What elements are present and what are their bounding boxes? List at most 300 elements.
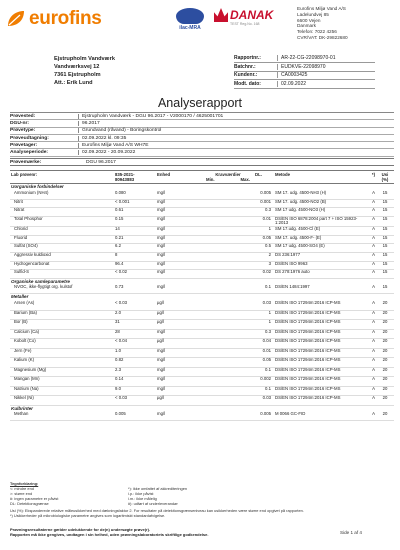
- customer-line: Vandværksvej 12: [54, 64, 100, 70]
- parameter-cell: Bor (B): [10, 320, 114, 330]
- info-row: [10, 142, 394, 149]
- ref-cell: A: [360, 227, 376, 236]
- address-line: Ladelundvej 85: [297, 11, 329, 17]
- info-value: 02.09.2022 kl. 09:35: [78, 136, 394, 141]
- max-cell: [228, 252, 254, 261]
- value-cell: 8: [114, 252, 156, 261]
- min-cell: [202, 377, 228, 387]
- max-cell: [228, 348, 254, 358]
- value-cell: 0.005: [114, 412, 156, 421]
- value-cell: 0.21: [114, 235, 156, 244]
- min-cell: [202, 367, 228, 377]
- dl-cell: 0.02: [254, 270, 274, 279]
- address-line: Telefon: 7022 4256: [297, 29, 337, 35]
- legend-item: >: større end: [10, 491, 33, 496]
- unc-cell: 20: [376, 310, 394, 320]
- dl-cell: 0.002: [254, 377, 274, 387]
- value-cell: 14: [114, 227, 156, 236]
- parameter-cell: Hydrogencarbonat: [10, 261, 114, 270]
- unit-cell: mg/l: [156, 329, 202, 339]
- unit-cell: mg/l: [156, 216, 202, 226]
- max-cell: [228, 261, 254, 270]
- min-cell: [202, 208, 228, 217]
- unc-cell: 15: [376, 191, 394, 200]
- max-cell: [228, 310, 254, 320]
- address-line: Danmark: [297, 23, 317, 29]
- value-cell: 96.4: [114, 261, 156, 270]
- legend-item: i.p.: ikke påvist: [128, 491, 154, 496]
- section-title: Organiske samleparametre: [11, 278, 70, 284]
- dl-cell: 0.5: [254, 244, 274, 253]
- page-title: Analyserapport: [157, 96, 243, 110]
- ref-cell: A: [360, 396, 376, 406]
- unc-cell: 15: [376, 261, 394, 270]
- parameter-cell: Kobolt (Co): [10, 339, 114, 349]
- table-row: [10, 199, 394, 208]
- method-cell: DS/EN ISO 9963: [274, 261, 360, 270]
- unit-cell: µg/l: [156, 320, 202, 330]
- unc-cell: 20: [376, 396, 394, 406]
- krav-label: Kravværdier: [215, 172, 241, 177]
- danak-logo: [214, 8, 274, 26]
- parameter-cell: Aggressiv kuldioxid: [10, 252, 114, 261]
- col-dl: DL.: [254, 171, 274, 184]
- sample-mark-row: [10, 158, 394, 166]
- meta-value: CA0003425: [277, 72, 375, 78]
- min-cell: [202, 199, 228, 208]
- dl-cell: 0.03: [254, 396, 274, 406]
- unit-cell: mg/l: [156, 208, 202, 217]
- min-cell: [202, 252, 228, 261]
- unc-cell: 20: [376, 386, 394, 396]
- dl-cell: 0.3: [254, 329, 274, 339]
- table-row: [10, 227, 394, 236]
- ref-cell: A: [360, 285, 376, 294]
- unit-cell: mg/l: [156, 270, 202, 279]
- unc-cell: 15: [376, 208, 394, 217]
- unc-cell: 15: [376, 252, 394, 261]
- address-line: CVR/VAT: DK-29822680: [297, 34, 348, 40]
- method-cell: SM 17 udg. 4500-SO4 (E): [274, 244, 360, 253]
- address-line: 6600 Vejen: [297, 17, 321, 23]
- ref-cell: A: [360, 301, 376, 311]
- unit-cell: mg/l: [156, 191, 202, 200]
- min-cell: [202, 216, 228, 226]
- max-cell: [228, 367, 254, 377]
- ref-cell: A: [360, 358, 376, 368]
- ref-cell: A: [360, 216, 376, 226]
- unit-cell: mg/l: [156, 367, 202, 377]
- info-value: Grundvand (råvand) - Boringskontrol: [78, 128, 394, 133]
- footer: [10, 527, 394, 537]
- value-cell: 2.0: [114, 310, 156, 320]
- min-cell: [202, 227, 228, 236]
- table-row: [10, 412, 394, 421]
- max-cell: [228, 396, 254, 406]
- unc-cell: 15: [376, 199, 394, 208]
- method-cell: SM 17.udg. 4500-Cl (E): [274, 227, 360, 236]
- max-cell: [228, 377, 254, 387]
- unit-cell: mg/l: [156, 261, 202, 270]
- value-cell: < 0.03: [114, 396, 156, 406]
- table-row: [10, 377, 394, 387]
- dl-cell: 0.01: [254, 216, 274, 226]
- dl-cell: 0.1: [254, 367, 274, 377]
- unit-cell: mg/l: [156, 358, 202, 368]
- ref-cell: A: [360, 244, 376, 253]
- dl-cell: 1: [254, 310, 274, 320]
- method-cell: DS/EN ISO 17294m:2016 ICP-MS: [274, 310, 360, 320]
- unc-cell: 20: [376, 320, 394, 330]
- info-row: [10, 135, 394, 142]
- min-cell: [202, 235, 228, 244]
- col-krav: [202, 171, 254, 184]
- parameter-cell: Total Phosphor: [10, 216, 114, 226]
- unit-cell: mg/l: [156, 377, 202, 387]
- parameter-cell: Chlorid: [10, 227, 114, 236]
- section-title: Uorganiske forbindelser: [11, 184, 64, 189]
- ref-cell: A: [360, 339, 376, 349]
- report-meta: [234, 54, 375, 89]
- page-number: Side 1 af 4: [340, 530, 362, 535]
- sample-mark-value: DGU 96.2017: [86, 159, 116, 165]
- customer-line: Att.: Erik Lund: [54, 80, 93, 86]
- value-cell: 9.0: [114, 386, 156, 396]
- max-cell: [228, 199, 254, 208]
- ref-cell: A: [360, 412, 376, 421]
- method-cell: DS/EN ISO 17294m:2016 ICP-MS: [274, 348, 360, 358]
- meta-label: Rapportnr.:: [234, 54, 261, 61]
- table-row: [10, 261, 394, 270]
- max-cell: [228, 386, 254, 396]
- unc-cell: 15: [376, 235, 394, 244]
- method-cell: DS/EN ISO 17294m:2016 ICP-MS: [274, 386, 360, 396]
- legend-item: DL: Detektionsgrænse: [10, 501, 49, 506]
- address-line: Eurofins Miljø Vand A/S: [297, 6, 346, 11]
- info-label: Prøvetager:: [10, 142, 38, 148]
- meta-value: 02.09.2022: [277, 81, 375, 87]
- method-cell: DS/EN ISO 17294m:2016 ICP-MS: [274, 358, 360, 368]
- col-method: Metode: [274, 171, 360, 184]
- parameter-cell: Magnesium (Mg): [10, 367, 114, 377]
- section-row: [10, 405, 394, 412]
- value-cell: 28: [114, 329, 156, 339]
- table-row: [10, 191, 394, 200]
- method-cell: SM 17. udg. 4500-F- (E): [274, 235, 360, 244]
- value-cell: 0.82: [114, 358, 156, 368]
- legend-note-2: *) Usikkerheder på mikrobiologiske parametre angives som logaritmiskt standardafvigelse.: [10, 513, 166, 518]
- legend-item: #: ingen parametre er påvist: [10, 496, 59, 501]
- max-cell: [228, 329, 254, 339]
- unit-cell: mg/l: [156, 285, 202, 294]
- ref-cell: A: [360, 191, 376, 200]
- danak-text: DANAK: [230, 8, 274, 22]
- info-label: Prøvested:: [10, 113, 36, 119]
- table-header-row: [10, 171, 394, 184]
- sample-mark-label: Prøvemærke:: [10, 159, 42, 165]
- dl-cell: 2: [254, 252, 274, 261]
- min-cell: [202, 261, 228, 270]
- meta-label: Kundenr.:: [234, 72, 258, 79]
- info-value: 96.2017: [78, 121, 394, 126]
- ilac-text: ilac-MRA: [179, 25, 201, 31]
- eurofins-leaf-icon: [6, 10, 26, 28]
- meta-value: AR-22-CG-22098970-01: [277, 55, 375, 61]
- unc-cell: 20: [376, 367, 394, 377]
- min-cell: [202, 386, 228, 396]
- dl-cell: 0.3: [254, 208, 274, 217]
- table-row: [10, 270, 394, 279]
- ref-cell: A: [360, 235, 376, 244]
- parameter-cell: Natrium (Na): [10, 386, 114, 396]
- max-cell: [228, 191, 254, 200]
- legend-item: *): ikke omfattet af akkrediteringen: [128, 486, 188, 491]
- parameter-cell: Sulfat (SO4): [10, 244, 114, 253]
- method-cell: SM 17. udg. 4500-NH3 (H): [274, 191, 360, 200]
- parameter-cell: Fluorid: [10, 235, 114, 244]
- parameter-cell: NVOC, ikke-flygtigt org. kulstof: [10, 285, 114, 294]
- dl-cell: 0.1: [254, 285, 274, 294]
- value-cell: 0.080: [114, 191, 156, 200]
- min-cell: [202, 301, 228, 311]
- min-cell: [202, 329, 228, 339]
- lab-address: [297, 6, 348, 41]
- legend-item: <: mindre end: [10, 486, 34, 491]
- footer-line-1: Prøvningsresultaterne gælder udelukkende for de(n) undersøgte prøve(r).: [10, 527, 151, 532]
- parameter-cell: Barium (Ba): [10, 310, 114, 320]
- unc-cell: 15: [376, 216, 394, 226]
- crown-icon: [214, 8, 228, 22]
- sample-info: [10, 112, 394, 157]
- unc-cell: 20: [376, 301, 394, 311]
- unc-cell: 20: [376, 412, 394, 421]
- ref-cell: A: [360, 199, 376, 208]
- method-cell: M 0066 GC-FID: [274, 412, 360, 421]
- table-row: [10, 320, 394, 330]
- method-cell: DS 236:1977: [274, 252, 360, 261]
- value-cell: 6.2: [114, 244, 156, 253]
- unc-cell: 20: [376, 329, 394, 339]
- col-lab: Lab prøvenr:: [10, 171, 114, 184]
- table-row: [10, 244, 394, 253]
- value-cell: < 0.001: [114, 199, 156, 208]
- ref-cell: A: [360, 261, 376, 270]
- value-cell: 0.15: [114, 216, 156, 226]
- col-ref: *): [360, 171, 376, 184]
- min-cell: [202, 285, 228, 294]
- section-title: Kulbrinter: [11, 405, 33, 411]
- unit-cell: µg/l: [156, 396, 202, 406]
- dl-cell: 0.1: [254, 386, 274, 396]
- info-value: Eurofins Miljø Vand A/S WH7E: [78, 143, 394, 148]
- parameter-cell: Sulfid-S: [10, 270, 114, 279]
- unc-cell: 15: [376, 270, 394, 279]
- method-cell: DS/EN ISO 6878:2004 part 7 + ISO 15923-1:2013: [274, 216, 360, 226]
- min-cell: [202, 310, 228, 320]
- method-cell: DS/EN ISO 17294m:2016 ICP-MS: [274, 377, 360, 387]
- dl-cell: 0.04: [254, 339, 274, 349]
- ref-cell: A: [360, 320, 376, 330]
- min-cell: [202, 191, 228, 200]
- value-cell: < 0.02: [114, 270, 156, 279]
- max-cell: [228, 244, 254, 253]
- table-row: [10, 396, 394, 406]
- parameter-cell: Arsen (As): [10, 301, 114, 311]
- eurofins-logo: [6, 8, 102, 30]
- unit-cell: mg/l: [156, 199, 202, 208]
- col-unc: Usi (%): [376, 171, 394, 184]
- method-cell: SM 17 udg. 4500-NO3 (H): [274, 208, 360, 217]
- min-cell: [202, 339, 228, 349]
- table-row: [10, 358, 394, 368]
- meta-row: [234, 80, 375, 89]
- info-value: 02.09.2022 - 20.09.2022: [78, 150, 394, 155]
- dl-cell: 0.03: [254, 301, 274, 311]
- dl-cell: 0.005: [254, 191, 274, 200]
- parameter-cell: Jern (Fe): [10, 348, 114, 358]
- value-cell: 31: [114, 320, 156, 330]
- value-cell: < 0.03: [114, 301, 156, 311]
- ref-cell: A: [360, 367, 376, 377]
- meta-value: EUDKVE-22098970: [277, 64, 375, 70]
- max-cell: [228, 412, 254, 421]
- col-unit: Enhed: [156, 171, 202, 184]
- legend-item: i.m.: ikke målelig: [128, 496, 157, 501]
- logo-text: eurofins: [29, 8, 102, 29]
- max-cell: [228, 208, 254, 217]
- unit-cell: µg/l: [156, 301, 202, 311]
- ref-cell: A: [360, 270, 376, 279]
- info-label: DGU-nr:: [10, 120, 30, 126]
- max-cell: [228, 270, 254, 279]
- ilac-mra-logo: [170, 8, 210, 34]
- ref-cell: A: [360, 310, 376, 320]
- results-table: [10, 170, 394, 421]
- info-row: [10, 128, 394, 135]
- method-cell: DS/EN ISO 17294m:2016 ICP-MS: [274, 301, 360, 311]
- unit-cell: mg/l: [156, 252, 202, 261]
- meta-row: [234, 54, 375, 63]
- parameter-cell: Nitrit: [10, 199, 114, 208]
- ref-cell: A: [360, 329, 376, 339]
- unc-cell: 15: [376, 285, 394, 294]
- max-cell: [228, 285, 254, 294]
- danak-sub: TEST Reg.No. 168: [230, 22, 260, 26]
- meta-row: [234, 72, 375, 81]
- value-cell: 2.3: [114, 367, 156, 377]
- info-label: Prøveudtagning:: [10, 135, 49, 141]
- ilac-mark-icon: [176, 8, 204, 24]
- value-cell: < 0.04: [114, 339, 156, 349]
- info-label: Prøvetype:: [10, 128, 36, 134]
- max-cell: [228, 339, 254, 349]
- meta-label: Batchnr.:: [234, 63, 256, 70]
- footer-line-2: Rapporten må ikke gengives, undtagen i sin helhed, uden prøvningslaboratoriets skriftlige godkendelse.: [10, 532, 209, 537]
- method-cell: DS 278:1976 auto: [274, 270, 360, 279]
- table-row: [10, 301, 394, 311]
- max-cell: [228, 227, 254, 236]
- min-cell: [202, 412, 228, 421]
- method-cell: DS/EN 1484:1997: [274, 285, 360, 294]
- unit-cell: mg/l: [156, 244, 202, 253]
- parameter-cell: Ammonium (NH4): [10, 191, 114, 200]
- ref-cell: A: [360, 377, 376, 387]
- legend: [10, 481, 394, 518]
- max-cell: [228, 216, 254, 226]
- info-label: Analyseperiode:: [10, 150, 49, 156]
- max-cell: [228, 358, 254, 368]
- ref-cell: A: [360, 208, 376, 217]
- max-cell: [228, 320, 254, 330]
- max-cell: [228, 301, 254, 311]
- method-cell: DS/EN ISO 17294m:2016 ICP-MS: [274, 329, 360, 339]
- dl-cell: 0.05: [254, 358, 274, 368]
- dl-cell: 1: [254, 227, 274, 236]
- method-cell: DS/EN ISO 17294m:2016 ICP-MS: [274, 339, 360, 349]
- method-cell: DS/EN ISO 17294m:2016 ICP-MS: [274, 396, 360, 406]
- unit-cell: mg/l: [156, 386, 202, 396]
- dl-cell: 3: [254, 261, 274, 270]
- customer-address: [54, 55, 115, 87]
- dl-cell: 1: [254, 320, 274, 330]
- dl-cell: 0.005: [254, 412, 274, 421]
- max-label: Max.: [240, 177, 250, 182]
- dl-cell: 0.05: [254, 235, 274, 244]
- info-row: [10, 113, 394, 120]
- unc-cell: 20: [376, 377, 394, 387]
- ref-cell: A: [360, 348, 376, 358]
- value-cell: 0.73: [114, 285, 156, 294]
- min-cell: [202, 320, 228, 330]
- info-value: Ejstrupholm Vandværk - DGU 96.2017 - V2000170 / 4625001701: [78, 114, 394, 119]
- unit-cell: mg/l: [156, 348, 202, 358]
- ref-cell: A: [360, 252, 376, 261]
- value-cell: 1.0: [114, 348, 156, 358]
- legend-note-1: Usi (%): Ekspanderede relative måleusikkerhed med dækningsfaktor 2. For resultater på detektionsgrænseniveau kan usikkerheden være større end opgivet på rapporten.: [10, 508, 304, 513]
- min-cell: [202, 244, 228, 253]
- dl-cell: 0.001: [254, 199, 274, 208]
- legend-item: #): udført af underleverandør: [128, 501, 178, 506]
- table-row: [10, 339, 394, 349]
- parameter-cell: Calcium (Ca): [10, 329, 114, 339]
- col-sample: 835-2021- 80943883: [114, 171, 156, 184]
- customer-line: 7361 Ejstrupholm: [54, 72, 101, 78]
- info-row: [10, 120, 394, 127]
- table-row: [10, 216, 394, 226]
- unc-cell: 15: [376, 227, 394, 236]
- method-cell: DS/EN ISO 17294m:2016 ICP-MS: [274, 367, 360, 377]
- min-label: Min.: [206, 177, 215, 182]
- method-cell: DS/EN ISO 17294m:2016 ICP-MS: [274, 320, 360, 330]
- max-cell: [228, 235, 254, 244]
- table-row: [10, 252, 394, 261]
- min-cell: [202, 358, 228, 368]
- parameter-cell: Nitrat: [10, 208, 114, 217]
- unc-cell: 20: [376, 339, 394, 349]
- unit-cell: mg/l: [156, 227, 202, 236]
- parameter-cell: Nikkel (Ni): [10, 396, 114, 406]
- meta-row: [234, 63, 375, 72]
- unit-cell: µg/l: [156, 310, 202, 320]
- parameter-cell: Mangan (Mn): [10, 377, 114, 387]
- info-row: [10, 149, 394, 156]
- table-row: [10, 208, 394, 217]
- parameter-cell: Methan: [10, 412, 114, 421]
- unc-cell: 20: [376, 358, 394, 368]
- table-row: [10, 285, 394, 294]
- section-title: Metaller: [11, 294, 29, 300]
- min-cell: [202, 396, 228, 406]
